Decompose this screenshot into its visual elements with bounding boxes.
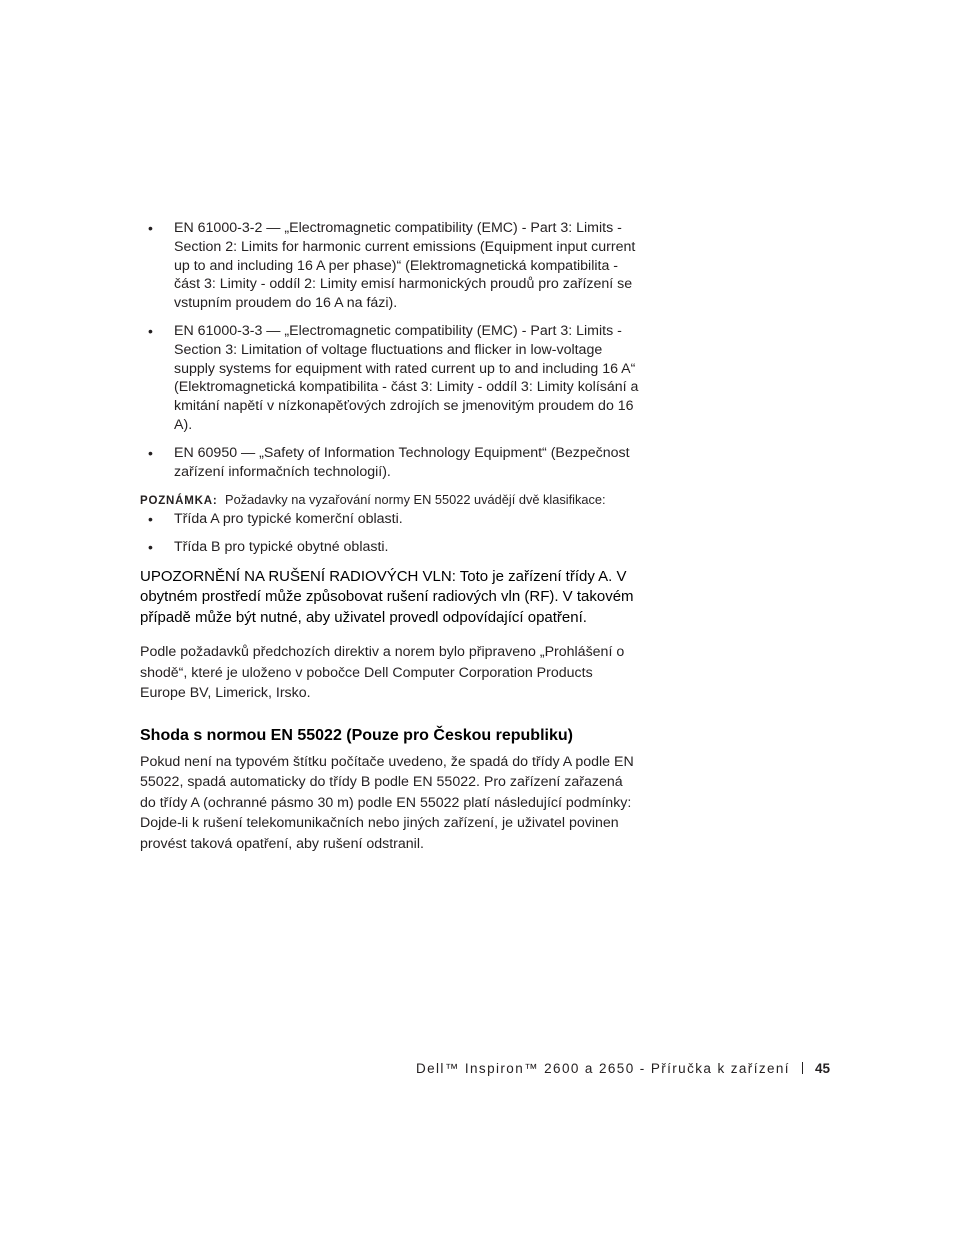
footer-divider <box>802 1062 803 1074</box>
list-item: • Třída A pro typické komerční oblasti. <box>140 510 640 529</box>
list-item: • Třída B pro typické obytné oblasti. <box>140 538 640 557</box>
page-content <box>140 219 640 854</box>
section-paragraph: Pokud není na typovém štítku počítače uvedeno, že spadá do třídy A podle EN 55022, spadá automaticky do třídy B podle EN 55022. Pro zařízení zařazená do třídy A (ochranné pásmo 30 m) podle EN 55022 platí následující podmínky: Dojde-li k rušení telekomunikačních nebo jiných zařízení, je uživatel povinen provést taková opatření, aby rušení odstranil. <box>140 753 634 852</box>
list-item: • EN 61000-3-2 — „Electromagnetic compatibility (EMC) - Part 3: Limits - Section 2: Limits for harmonic current emissions (Equipment input current up to and including 16 A per phase)“ (Elektromagnetická kompatibilita - část 3: Limity - oddíl 2: Limity emisí harmonických proudů pro zařízení se vstupním proudem do 16 A na fázi). <box>140 219 640 313</box>
note-text: Požadavky na vyzařování normy EN 55022 uvádějí dvě klasifikace: <box>225 492 606 508</box>
footer-title: Dell™ Inspiron™ 2600 a 2650 - Příručka k zařízení <box>415 1061 790 1076</box>
rf-warning: UPOZORNĚNÍ NA RUŠENÍ RADIOVÝCH VLN: Toto je zařízení třídy A. V obytném prostředí může způsobovat rušení radiových vln (RF). V takovém případě může být nutné, aby uživatel provedl odpovídající opatření. <box>140 567 634 626</box>
page-footer <box>416 1061 830 1076</box>
page-number: 45 <box>814 1061 830 1076</box>
section-heading: Shoda s normou EN 55022 (Pouze pro Českou republiku) <box>140 726 573 744</box>
note <box>140 491 640 510</box>
class-list <box>140 510 640 557</box>
declaration-paragraph: Podle požadavků předchozích direktiv a norem bylo připraveno „Prohlášení o shodě“, které je uloženo v pobočce Dell Computer Corporation Products Europe BV, Limerick, Irsko. <box>140 644 625 702</box>
list-item: • EN 60950 — „Safety of Information Technology Equipment“ (Bezpečnost zařízení informačních technologií). <box>140 444 640 482</box>
list-item: • EN 61000-3-3 — „Electromagnetic compatibility (EMC) - Part 3: Limits - Section 3: Limitation of voltage fluctuations and flicker in low-voltage supply systems for equipment with rated current up to and including 16 A“ (Elektromagnetická kompatibilita - část 3: Limity - oddíl 3: Limity kolísání a kmitání napětí v nízkonapěťových zdrojích se jmenovitým proudem do 16 A). <box>140 322 640 435</box>
standards-list <box>140 219 640 481</box>
note-label: POZNÁMKA: <box>140 495 218 508</box>
